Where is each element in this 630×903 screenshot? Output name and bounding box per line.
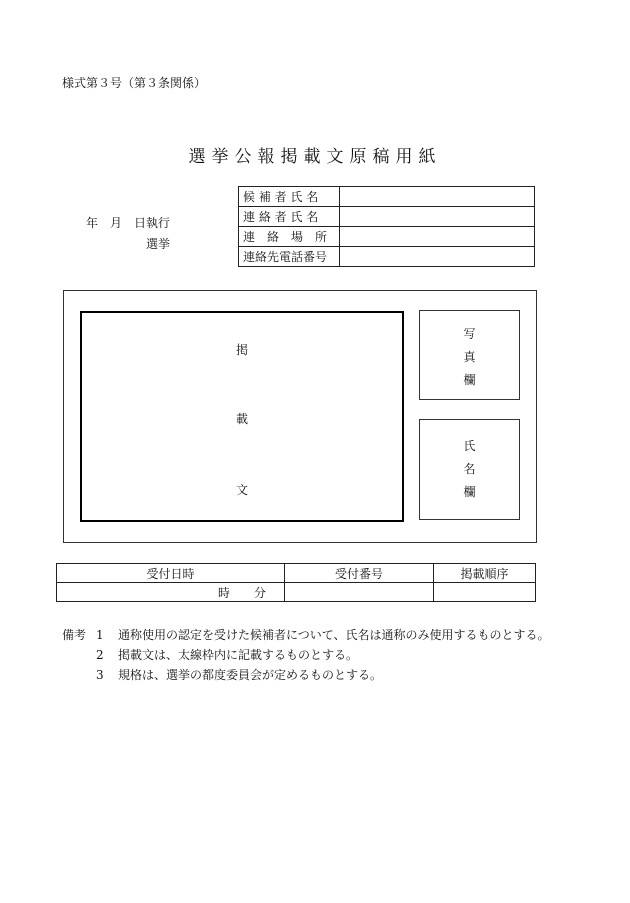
page-title: 選挙公報掲載文原稿用紙 (188, 147, 442, 167)
remark-item (62, 625, 550, 645)
receipt-table (56, 563, 536, 602)
table-row (57, 583, 536, 602)
candidate-name-field[interactable] (340, 187, 535, 207)
table-row (239, 227, 535, 247)
table-row (239, 247, 535, 267)
contact-phone-field[interactable] (340, 247, 535, 267)
remark-item (62, 645, 550, 665)
photo-box-char-3: 欄 (463, 373, 476, 387)
published-text-char-2: 載 (235, 412, 248, 426)
remark-number: 3 (96, 668, 104, 682)
receipt-datetime-header: 受付日時 (57, 564, 285, 583)
remarks (62, 625, 550, 685)
receipt-number-cell[interactable] (285, 583, 434, 602)
contact-phone-label: 連絡先電話番号 (239, 247, 340, 267)
contact-place-label: 連 絡 場 所 (239, 227, 340, 247)
receipt-time-cell[interactable]: 時 分 (57, 583, 285, 602)
photo-box[interactable] (419, 310, 520, 400)
remark-text: 通称使用の認定を受けた候補者について、氏名は通称のみ使用するものとする。 (118, 628, 550, 642)
remark-text: 掲載文は、太線枠内に記載するものとする。 (118, 648, 359, 662)
name-box-char-1: 氏 (463, 439, 476, 453)
table-row (57, 564, 536, 583)
published-text-box[interactable] (80, 311, 404, 522)
remark-number: 1 (96, 628, 104, 642)
name-box-char-3: 欄 (463, 485, 476, 499)
election-date-line: 年 月 日執行 (86, 216, 171, 230)
photo-box-char-2: 真 (463, 350, 476, 364)
published-text-char-1: 掲 (235, 343, 248, 357)
remark-text: 規格は、選挙の都度委員会が定めるものとする。 (118, 668, 383, 682)
name-box-char-2: 名 (463, 462, 476, 476)
remark-number: 2 (96, 648, 104, 662)
contact-place-field[interactable] (340, 227, 535, 247)
remarks-heading: 備考 (62, 628, 87, 642)
contact-person-field[interactable] (340, 207, 535, 227)
publication-order-header: 掲載順序 (434, 564, 536, 583)
table-row (239, 187, 535, 207)
contact-person-label: 連 絡 者 氏 名 (239, 207, 340, 227)
election-label: 選挙 (146, 237, 171, 251)
table-row (239, 207, 535, 227)
candidate-name-label: 候 補 者 氏 名 (239, 187, 340, 207)
receipt-number-header: 受付番号 (285, 564, 434, 583)
candidate-info-table (238, 186, 535, 267)
published-text-char-3: 文 (235, 483, 248, 497)
publication-order-cell[interactable] (434, 583, 536, 602)
name-box[interactable] (419, 419, 520, 520)
remark-item (62, 665, 550, 685)
photo-box-char-1: 写 (463, 327, 476, 341)
form-number: 様式第３号（第３条関係） (62, 76, 207, 90)
